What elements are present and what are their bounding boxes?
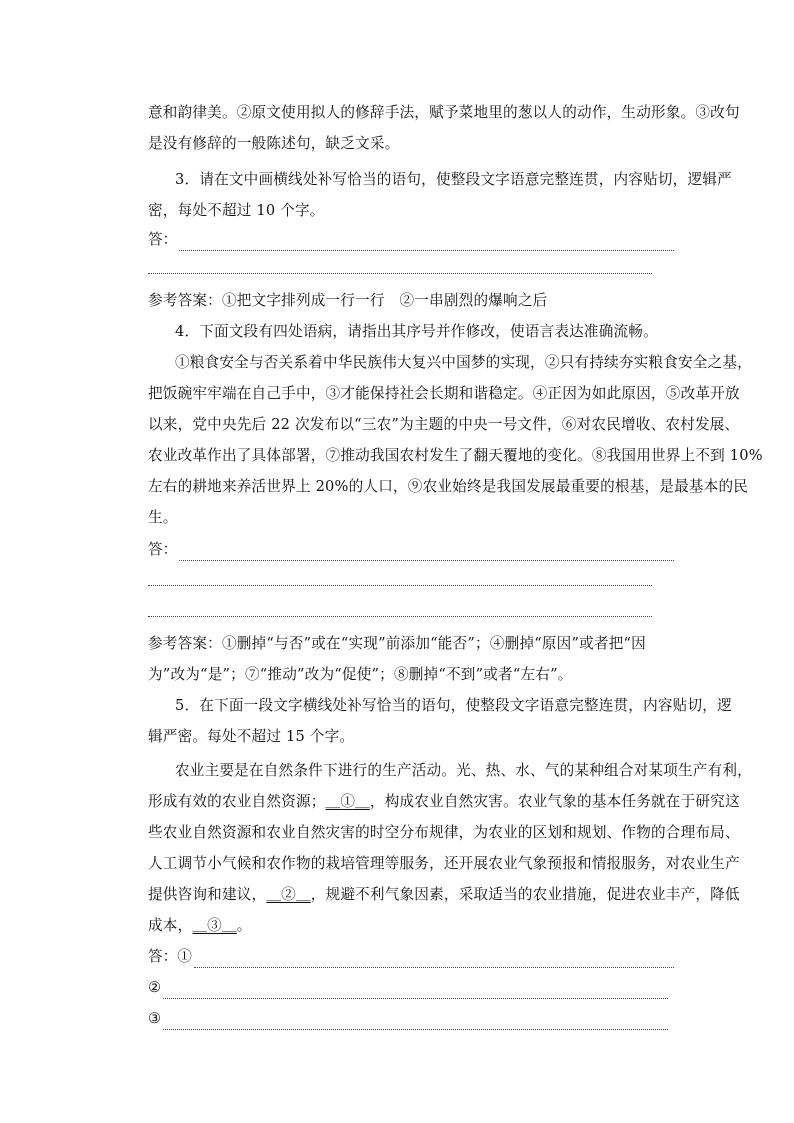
answer-dots xyxy=(179,236,674,251)
answer-label: 答：① xyxy=(148,948,192,965)
text-span: 提供咨询和建议， xyxy=(148,886,267,903)
answer-label: ③ xyxy=(148,1010,162,1027)
text-line: 意和韵律美。②原文使用拟人的修辞手法，赋予菜地里的葱以人的动作，生动形象。③改句 xyxy=(148,104,740,121)
text-span: 成本， xyxy=(148,917,193,934)
answer-label: ② xyxy=(148,979,162,996)
answer-line-q5-1[interactable] xyxy=(148,946,674,968)
text-line: 以来，党中央先后 22 次发布以“三农”为主题的中央一号文件，⑥对农民增收、农村发展、 xyxy=(148,416,740,433)
question-5: 5．在下面一段文字横线处补写恰当的语句，使整段文字语意完整连贯，内容贴切，逻 xyxy=(175,697,732,714)
reference-answer-q4: 参考答案：①删掉“与否”或在“实现”前添加“能否”；④删掉“原因”或者把“因 xyxy=(148,635,646,652)
text-line: 把饭碗牢牢端在自己手中，③才能保持社会长期和谐稳定。④正因为如此原因，⑤改革开放 xyxy=(148,385,740,402)
question-3: 3．请在文中画横线处补写恰当的语句，使整段文字语意完整连贯，内容贴切，逻辑严 xyxy=(175,171,732,188)
text-line: 密，每处不超过 10 个字。 xyxy=(148,202,325,219)
text-line: 农业改革作出了具体部署，⑦推动我国农村发生了翻天覆地的变化。⑧我国用世界上不到 10% xyxy=(148,447,763,464)
answer-dots xyxy=(148,273,652,274)
answer-line-q5-2[interactable] xyxy=(148,977,668,999)
answer-label: 答： xyxy=(148,231,178,248)
text-span: ，构成农业自然灾害。农业气象的基本任务就在于研究这 xyxy=(369,793,740,810)
answer-line-q5-3[interactable] xyxy=(148,1008,668,1030)
reference-answer-q3: 参考答案：①把文字排列成一行一行 ②一串剧烈的爆响之后 xyxy=(148,292,548,309)
blank-3[interactable]: ＿③＿ xyxy=(192,917,237,934)
answer-dots xyxy=(163,1015,668,1030)
blank-2[interactable]: ＿②＿ xyxy=(266,886,311,903)
text-span: 。 xyxy=(236,917,252,934)
answer-dots xyxy=(148,585,652,586)
answer-line-q4[interactable] xyxy=(148,539,674,561)
blank-1[interactable]: ＿①＿ xyxy=(325,793,370,810)
text-line: 农业主要是在自然条件下进行的生产活动。光、热、水、气的某种组合对某项生产有利， xyxy=(175,762,752,779)
text-span: ，规避不利气象因素，采取适当的农业措施，促进农业丰产，降低 xyxy=(310,886,740,903)
answer-dots xyxy=(148,616,652,617)
text-span: 形成有效的农业自然资源； xyxy=(148,793,326,810)
text-line: 左右的耕地来养活世界上 20%的人口，⑨农业始终是我国发展最重要的根基，是最基本的民 xyxy=(148,478,749,495)
answer-dots xyxy=(194,953,674,968)
text-line xyxy=(148,786,740,817)
answer-label: 答： xyxy=(148,541,178,558)
text-line: 是没有修辞的一般陈述句，缺乏文采。 xyxy=(148,135,400,152)
text-line xyxy=(148,910,252,941)
answer-dots xyxy=(163,984,668,999)
answer-line-q3[interactable] xyxy=(148,229,674,251)
text-line: 人工调节小气候和农作物的栽培管理等服务，还开展农业气象预报和情报服务，对农业生产 xyxy=(148,855,740,872)
text-line xyxy=(148,879,740,910)
text-line: ①粮食安全与否关系着中华民族伟大复兴中国梦的实现，②只有持续夯实粮食安全之基， xyxy=(175,354,752,371)
answer-dots xyxy=(179,546,674,561)
question-4: 4．下面文段有四处语病，请指出其序号并作修改，使语言表达准确流畅。 xyxy=(175,323,658,340)
text-line: 些农业自然资源和农业自然灾害的时空分布规律，为农业的区划和规划、作物的合理布局、 xyxy=(148,824,740,841)
text-line: 为”改为“是”；⑦“推动”改为“促使”；⑧删掉“不到”或者“左右”。 xyxy=(148,666,573,683)
text-line: 生。 xyxy=(148,509,178,526)
text-line: 辑严密。每处不超过 15 个字。 xyxy=(148,728,355,745)
